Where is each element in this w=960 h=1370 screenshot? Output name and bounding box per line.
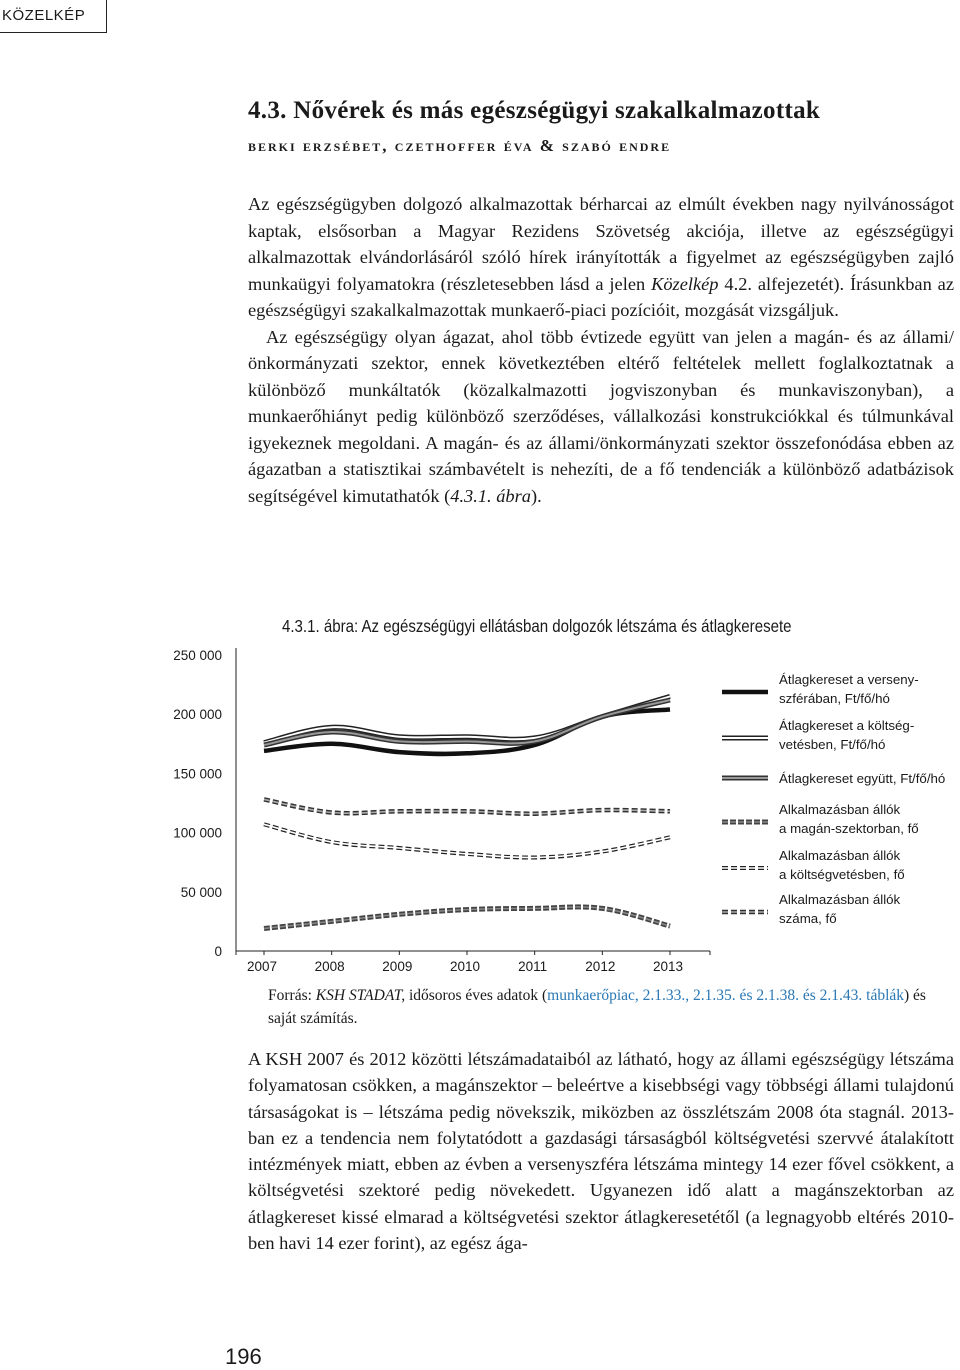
series-line-5-stroke [264, 824, 670, 857]
x-tick-label: 2007 [246, 959, 278, 974]
series-line-5 [264, 824, 670, 857]
figure-source: Forrás: KSH STADAT, idősoros éves adatok (munkaerőpiac, 2.1.33., 2.1.35. és 2.1.38. és 2.1.43. táblák) és saját számítás. [268, 987, 926, 1027]
legend-label: a magán-szektorban, fő [779, 821, 919, 836]
intro-paragraph-1: Az egészségügyben dolgozó alkalmazottak bérharcai az elmúlt években nagy nyilvánosságot kaptak, elsősorban a Magyar Rezidens Szövetség akciója, illetve az egészségügyi alkalmazottak elvándorlásáról szóló hírek irányították a figyelmet az egészségügyben zajló munkaügyi folyamatokra (részletesebben lásd a jelen Közelkép 4.2. alfejezetét). Írásunkban az egészségügyi szakalkalmazottak munkaerő-piaci pozícióit, mozgását vizsgáljuk. [248, 194, 954, 320]
legend-item-3 [722, 771, 945, 786]
legend-item-2 [722, 718, 914, 752]
legend-label: Alkalmazásban állók [779, 802, 901, 817]
page-number: 196 [225, 1344, 262, 1369]
chart-legend [722, 672, 945, 926]
legend-label: a költségvetésben, fő [779, 867, 905, 882]
legend-label: Átlagkereset a költség- [779, 718, 915, 733]
y-tick-label: 150 000 [173, 766, 222, 782]
series-line-2-stroke [264, 696, 670, 742]
legend-item-4 [722, 802, 919, 836]
series-line-2 [264, 696, 670, 742]
chart-axes [173, 648, 710, 974]
legend-item-1 [722, 672, 919, 706]
section-authors: berki erzsébet, czethoffer éva & szabó endre [248, 136, 672, 155]
legend-item-5 [722, 848, 905, 882]
y-tick-label: 200 000 [173, 707, 222, 723]
x-tick-label: 2013 [652, 959, 684, 974]
source-link[interactable]: munkaerőpiac, 2.1.33., 2.1.35. és 2.1.38. és 2.1.43. táblák [547, 987, 905, 1004]
legend-item-6 [722, 892, 901, 926]
legend-label: Alkalmazásban állók [779, 892, 901, 907]
chart-series [264, 696, 670, 928]
legend-label: Alkalmazásban állók [779, 848, 901, 863]
conclusion-paragraph: A KSH 2007 és 2012 közötti létszámadataiból az látható, hogy az állami egészségügy létszáma folyamatosan csökken, a magánszektor – beleértve a kisebbségi vagy többségi állami tulajdonú társaságokat is – létszáma pedig növekszik, miközben az összlétszám 2008 óta stagnál. 2013-ban ez a tendencia nem folytatódott a gazdasági társaságból költségvetési szervvé átalakított intézmények miatt, ebben az évben a versenyszféra létszáma mintegy 14 ezer fővel csökkent, a költségvetési szektoré pedig növekedett. Ugyanezen idő alatt a magánszektorban az átlagkereset kissé elmarad a költségvetési szektor átlagkeresetétől (a legnagyobb eltérés 2010-ben havi 14 ezer forint), az egész ága- [248, 1049, 954, 1254]
legend-label: szférában, Ft/fő/hó [779, 691, 890, 706]
section-title: 4.3. Nővérek és más egészségügyi szakalkalmazottak [248, 97, 821, 124]
intro-paragraph-2: Az egészségügy olyan ágazat, ahol több évtizede együtt van jelen a magán- és az állami/önkormányzati szektor, ennek következtében eltérő feltételek mellett foglalkoztatnak a különböző munkáltatók (közalkalmazotti jogviszonyban és munkaviszonyban), a munkaerőhiányt pedig különböző szerződéses, vállalkozási konstrukciókkal és túlmunkával igyekeznek megoldani. A magán- és az állami/önkormányzati szektor összefonódása ebben az ágazatban a statisztikai számbavételt is nehezíti, de a fő tendenciák a különböző adatbázisok segítségével kimutathatók (4.3.1. ábra). [248, 326, 954, 506]
figure-title: 4.3.1. ábra: Az egészségügyi ellátásban dolgozók létszáma és átlagkeresete [282, 616, 792, 636]
figure-reference: 4.3.1. ábra [450, 485, 531, 506]
series-line-6 [264, 799, 670, 813]
legend-label: Átlagkereset a verseny- [779, 672, 919, 687]
source-database: KSH STADAT, [315, 987, 406, 1004]
running-head: KÖZELKÉP [0, 0, 107, 33]
series-line-4-stroke [264, 907, 670, 929]
x-tick-label: 2008 [314, 959, 345, 974]
x-tick-label: 2009 [382, 959, 413, 974]
legend-label: Átlagkereset együtt, Ft/fő/hó [779, 771, 946, 786]
x-tick-label: 2011 [518, 959, 548, 974]
legend-label: vetésben, Ft/fő/hó [779, 737, 886, 752]
y-tick-label: 250 000 [173, 648, 222, 663]
legend-label: száma, fő [779, 911, 837, 926]
y-tick-label: 50 000 [180, 884, 222, 900]
y-tick-label: 100 000 [173, 825, 222, 841]
x-tick-label: 2012 [585, 959, 616, 974]
series-line-6-stroke [264, 799, 670, 813]
x-tick-label: 2010 [449, 959, 481, 974]
publication-title: Közelkép [651, 273, 719, 294]
y-tick-label: 0 [214, 944, 222, 959]
series-line-4 [264, 907, 670, 929]
